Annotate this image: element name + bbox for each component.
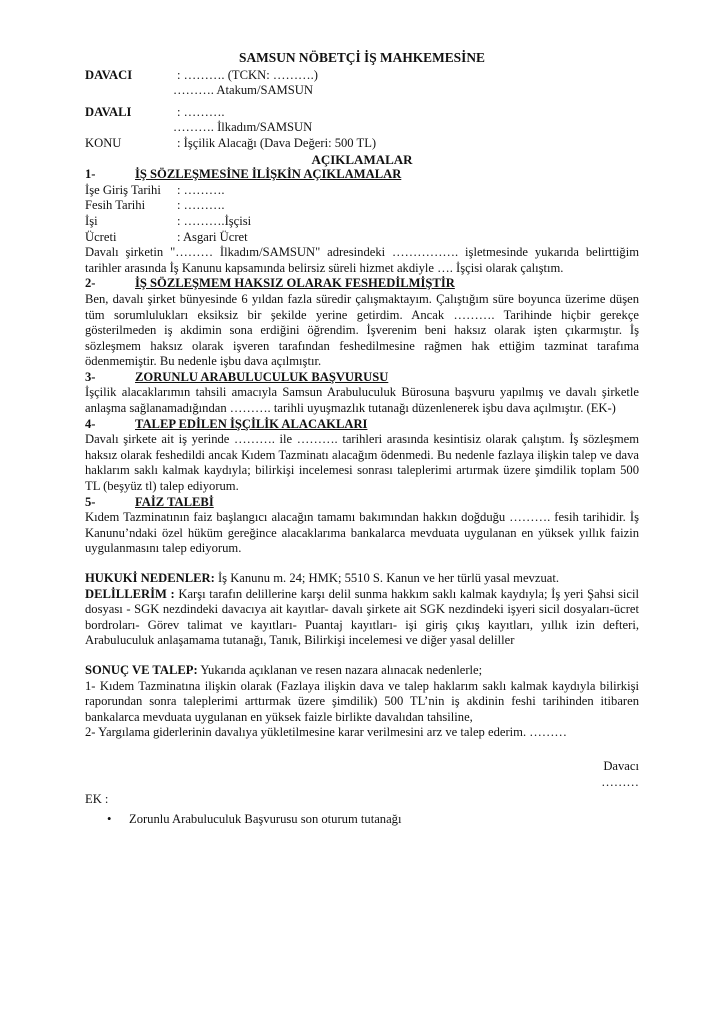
field-termination-date bbox=[85, 198, 639, 214]
section-title: İŞ SÖZLEŞMEM HAKSIZ OLARAK FESHEDİLMİŞTİR bbox=[135, 276, 455, 291]
subject-label: KONU bbox=[85, 135, 122, 150]
section-number: 4- bbox=[85, 416, 96, 431]
evidence-text: Karşı tarafın delillerine karşı delil sunma hakkım saklı kalmak kaydıyla; İş yeri Şahsi sicil dosyası - SGK nezdindeki davacıya ait kayıtlar- davalı şirkete ait SGK nezdindeki işyeri sicil dosyaları-ücret bordroları- Görev talimat ve kayıtları- Puantaj kayıtları- işi giriş çıkış kayıtları, yıllık izin defteri, Arabuluculuk anlaşamama tutanağı, Tanık, Bilirkişi incelemesi ve diğer yasal deliller bbox=[85, 586, 639, 648]
conclusion-label: SONUÇ VE TALEP: bbox=[85, 662, 198, 677]
field-value: : ………. bbox=[177, 198, 225, 213]
defendant-row bbox=[85, 105, 639, 121]
defendant-address: ………. İlkadım/SAMSUN bbox=[173, 120, 313, 135]
section-4-text: Davalı şirkete ait iş yerinde ………. ile ………. tarihleri arasında kesintisiz olarak çalıştım. İş sözleşmem haksız olarak feshedildi ancak Kıdem Tazminatı alacağım ödenmedi. Bu nedenle fazlaya ilişkin talep ve dava haklarım saklı kalmak kaydıyla; bilirkişi incelemesi sonrası taleplerimi artırmak üzere şimdilik toplam 500 TL (beşyüz tl) talep ediyorum. bbox=[85, 432, 639, 494]
section-number: 3- bbox=[85, 369, 96, 384]
plaintiff-value: : ………. (TCKN: ……….) bbox=[177, 67, 318, 82]
section-1-heading bbox=[85, 167, 639, 183]
section-title: ZORUNLU ARABULUCULUK BAŞVURUSU bbox=[135, 369, 389, 384]
field-label: İşe Giriş Tarihi bbox=[85, 182, 161, 197]
field-start-date bbox=[85, 183, 639, 199]
conclusion-intro-text: Yukarıda açıklanan ve resen nazara alınacak nedenlerle; bbox=[197, 662, 483, 677]
section-3-heading bbox=[85, 370, 639, 386]
evidence-label: DELİLLERİM : bbox=[85, 586, 175, 601]
plaintiff-label: DAVACI bbox=[85, 67, 133, 82]
explanations-heading: AÇIKLAMALAR bbox=[311, 151, 413, 167]
attachments-label: EK : bbox=[85, 792, 109, 807]
section-2-text: Ben, davalı şirket bünyesinde 6 yıldan fazla süredir çalışmaktayım. Çalıştığım süre boyunca üzerime düşen tüm sorumlulukları eksiksiz bir şekilde yerine getirdim. Ancak ………. Tarihinde hiçbir gerekçe gösterilmeden iş akdimin sona erdiğini öğrendim. İşverenim beni haksız olarak işten çıkarmıştır. İş sözleşmem haksız olarak işveren tarafından feshedilmesine rağmen hak ettiğim tazminat tarafıma ödenmemiştir. Bu nedenle işbu dava açılmıştır. bbox=[85, 291, 639, 369]
conclusion-intro bbox=[85, 663, 639, 679]
field-wage bbox=[85, 230, 639, 246]
conclusion-item-1: 1- Kıdem Tazminatına ilişkin olarak (Fazlaya ilişkin dava ve talep haklarım saklı kalmak kaydıyla bilirkişi raporundan sonra taleplerimi arttırmak üzere şimdilik) 500 TL’nin iş akdinin feshi tarihinden itibaren bankalarca mevduata uygulanan en yüksek faizle birlikte davalıdan tahsiline, bbox=[85, 678, 639, 724]
field-value: : Asgari Ücret bbox=[177, 229, 248, 244]
field-label: Fesih Tarihi bbox=[85, 198, 146, 213]
field-value: : ……….İşçisi bbox=[177, 213, 252, 228]
field-job bbox=[85, 214, 639, 230]
court-title: SAMSUN NÖBETÇİ İŞ MAHKEMESİNE bbox=[239, 50, 485, 65]
field-label: İşi bbox=[85, 213, 98, 228]
subject-row bbox=[85, 136, 639, 152]
attachment-text: Zorunlu Arabuluculuk Başvurusu son oturum tutanağı bbox=[129, 811, 402, 826]
plaintiff-row bbox=[85, 68, 639, 84]
plaintiff-address: ………. Atakum/SAMSUN bbox=[173, 83, 313, 98]
field-label: Ücreti bbox=[85, 229, 117, 244]
section-number: 2- bbox=[85, 276, 96, 291]
section-number: 5- bbox=[85, 494, 96, 509]
section-4-heading bbox=[85, 417, 639, 433]
defendant-label: DAVALI bbox=[85, 104, 132, 119]
section-title: FAİZ TALEBİ bbox=[135, 494, 214, 509]
conclusion-item-2: 2- Yargılama giderlerinin davalıya yükletilmesine karar verilmesini arz ve talep ederim. ……… bbox=[85, 725, 568, 740]
attachment-item bbox=[85, 812, 639, 828]
section-2-heading bbox=[85, 276, 639, 292]
legal-grounds-text: İş Kanunu m. 24; HMK; 5510 S. Kanun ve her türlü yasal mevzuat. bbox=[214, 571, 559, 585]
section-title: İŞ SÖZLEŞMESİNE İLİŞKİN AÇIKLAMALAR bbox=[135, 167, 402, 182]
section-1-text: Davalı şirketin "……… İlkadım/SAMSUN" adresindeki ……………. işletmesinde yukarıda belirttiğim tarihler arasında İş Kanunu kapsamında belirsiz süreli hizmet akdiyle …. İşçisi olarak çalıştım. bbox=[85, 245, 639, 275]
signature-name: ……… bbox=[601, 774, 639, 789]
legal-grounds-label: HUKUKİ NEDENLER: bbox=[85, 571, 215, 585]
evidence bbox=[85, 587, 639, 649]
section-5-text: Kıdem Tazminatının faiz başlangıcı alacağın tamamı bakımından hakkın doğduğu ………. fesih tarihidir. İş Kanunu’ndaki özel hüküm gereğince alacaklarıma bankalarca mevduata uygulanan en yüksek yıllık faizin uygulanmasını talep ediyorum. bbox=[85, 510, 639, 556]
section-title: TALEP EDİLEN İŞÇİLİK ALACAKLARI bbox=[135, 416, 368, 431]
bullet-icon: • bbox=[107, 811, 112, 826]
section-3-text: İşçilik alacaklarımın tahsili amacıyla Samsun Arabuluculuk Bürosuna başvuru yapılmış ve davalı şirketle anlaşma sağlanamadığından ………. tarihli uyuşmazlık tutanağı düzenlenerek işbu dava açılmıştır. (EK-) bbox=[85, 385, 639, 416]
signature-role: Davacı bbox=[603, 758, 639, 773]
field-value: : ………. bbox=[177, 182, 225, 197]
defendant-value: : ………. bbox=[177, 104, 225, 119]
section-5-heading bbox=[85, 495, 639, 511]
subject-value: : İşçilik Alacağı (Dava Değeri: 500 TL) bbox=[177, 135, 377, 150]
legal-grounds bbox=[85, 571, 639, 587]
section-number: 1- bbox=[85, 167, 96, 182]
